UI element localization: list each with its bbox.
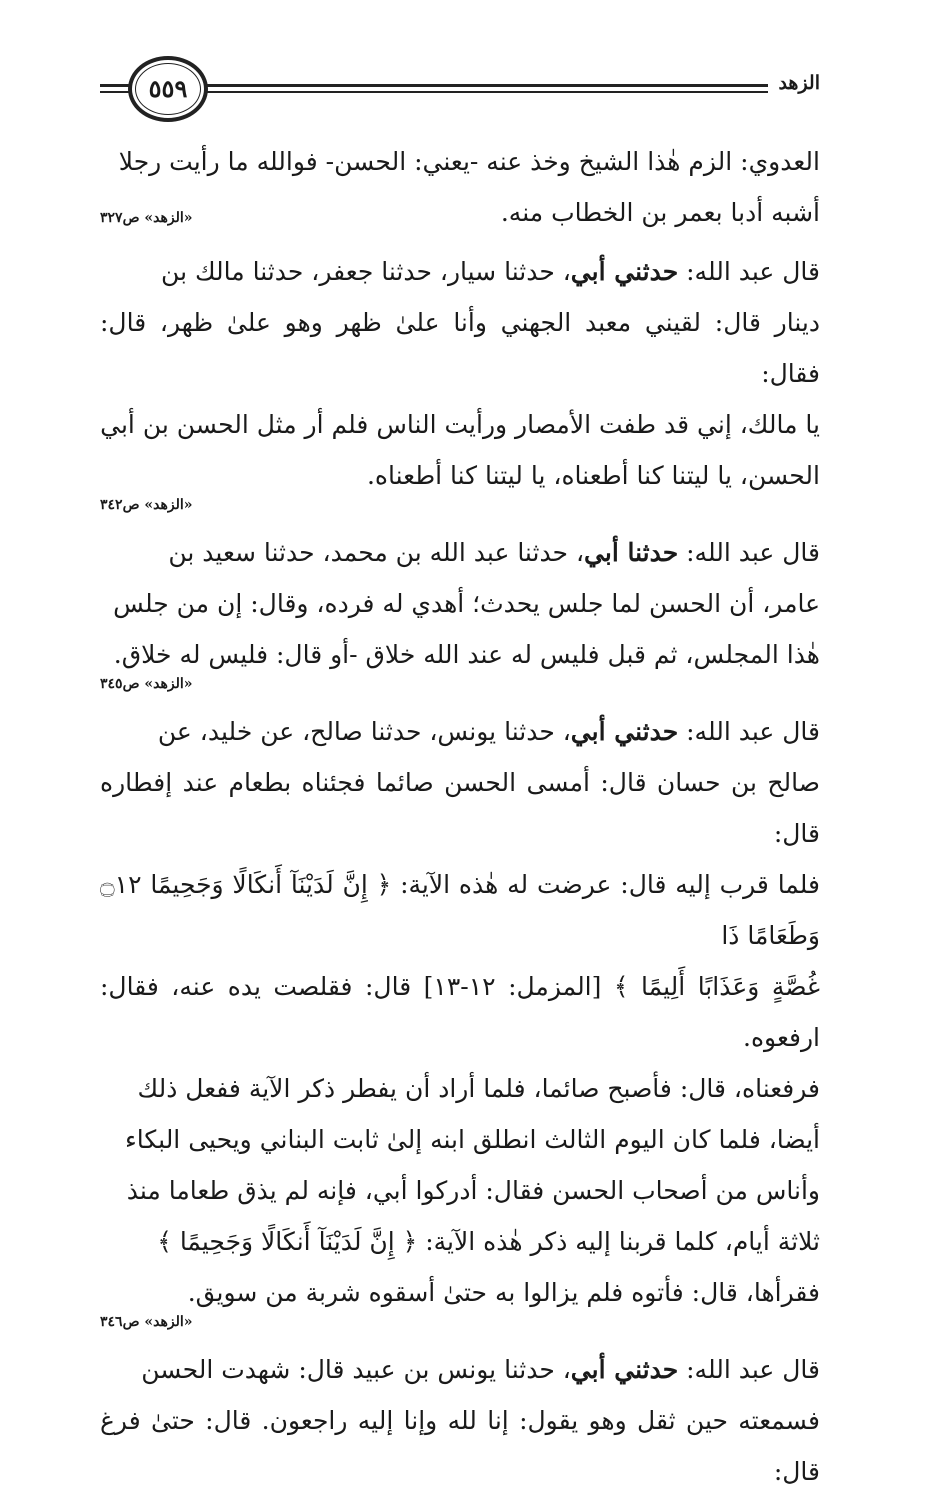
text-line: فسمعته حين ثقل وهو يقول: إنا لله وإنا إليه راجعون. قال: حتىٰ فرغ قال:	[100, 1406, 820, 1486]
spacer	[100, 1336, 820, 1344]
text-line: فلما قرب إليه قال: عرضت له هٰذه الآية: ﴿ إِنَّ لَدَيْنَآ أَنكَالًا وَجَحِيمًا ۝١٢ وَطَعَامًا ذَا	[100, 870, 820, 950]
spacer	[100, 238, 820, 246]
paragraph	[100, 136, 820, 238]
paragraph	[100, 246, 820, 519]
text-line: عامر، أن الحسن لما جلس يحدث؛ أهدي له فرده، وقال: إن من جلس	[113, 589, 820, 618]
text-line-content: أشبه أدبا بعمر بن الخطاب منه.	[500, 198, 820, 227]
text-line: غُصَّةٍ وَعَذَابًا أَلِيمًا ﴾ [المزمل: ١٢-١٣] قال: فقلصت يده عنه، فقال: ارفعوه.	[100, 972, 820, 1052]
source-reference: «الزهد» ص٣٤٥	[100, 676, 193, 692]
text-line-content: قال عبد الله: حدثني أبي، حدثنا سيار، حدثنا جعفر، حدثنا مالك بن	[161, 257, 820, 286]
spacer	[100, 698, 820, 706]
text-line: دينار قال: لقيني معبد الجهني وأنا علىٰ ظهر وهو علىٰ ظهر، قال: فقال:	[100, 308, 820, 388]
page-number: ٥٥٩	[128, 56, 208, 122]
narrator-emphasis: حدثني أبي	[570, 717, 679, 746]
narrator-emphasis: حدثني أبي	[570, 257, 679, 286]
page-header	[100, 58, 820, 122]
spacer	[100, 519, 820, 527]
text-line: صالح بن حسان قال: أمسى الحسن صائما فجئناه بطعام عند إفطاره قال:	[100, 768, 820, 848]
source-reference: «الزهد» ص٣٤٦	[100, 1314, 193, 1330]
text-line: قال عبد الله: حدثني أبي، حدثنا يونس، حدثنا صالح، عن خليد، عن	[157, 717, 820, 746]
page-body	[100, 136, 820, 1497]
text-line	[100, 246, 820, 297]
text-line: هٰذا المجلس، ثم قبل فليس له عند الله خلاق -أو قال: فليس له خلاق.	[113, 640, 820, 669]
text-line: أيضا، فلما كان اليوم الثالث انطلق ابنه إلىٰ ثابت البناني ويحيى البكاء	[124, 1125, 820, 1154]
source-reference: «الزهد» ص٣٤٢	[100, 497, 193, 513]
text-line: وأناس من أصحاب الحسن فقال: أدركوا أبي، فإنه لم يذق طعاما منذ	[126, 1176, 820, 1205]
text-line: يا مالك، إني قد طفت الأمصار ورأيت الناس فلم أر مثل الحسن بن أبي	[100, 410, 820, 439]
text-line	[100, 187, 820, 238]
paragraph	[100, 1344, 820, 1497]
narrator-emphasis: حدثنا أبي	[584, 538, 679, 567]
header-rule	[100, 84, 820, 87]
text-line: قال عبد الله: حدثني أبي، حدثنا يونس بن عبيد قال: شهدت الحسن	[141, 1355, 820, 1384]
text-line: فرفعناه، قال: فأصبح صائما، فلما أراد أن يفطر ذكر الآية ففعل ذلك	[137, 1074, 820, 1103]
text-line: ثلاثة أيام، كلما قربنا إليه ذكر هٰذه الآية: ﴿ إِنَّ لَدَيْنَآ أَنكَالًا وَجَحِيمًا ﴾	[157, 1227, 820, 1256]
paragraph	[100, 706, 820, 1336]
text-line: فقرأها، قال: فأتوه فلم يزالوا به حتىٰ أسقوه شربة من سويق.	[187, 1278, 820, 1307]
paragraph	[100, 527, 820, 698]
narrator-emphasis: حدثني أبي	[570, 1355, 679, 1384]
text-line: الحسن، يا ليتنا كنا أطعناه، يا ليتنا كنا أطعناه.	[366, 461, 820, 490]
text-line: العدوي: الزم هٰذا الشيخ وخذ عنه -يعني: الحسن- فوالله ما رأيت رجلا	[118, 147, 820, 176]
running-title: الزهد	[768, 72, 820, 94]
text-line: قال عبد الله: حدثنا أبي، حدثنا عبد الله بن محمد، حدثنا سعيد بن	[168, 538, 820, 567]
header-rule-thin	[100, 91, 820, 93]
source-reference: «الزهد» ص٣٢٧	[100, 210, 193, 226]
